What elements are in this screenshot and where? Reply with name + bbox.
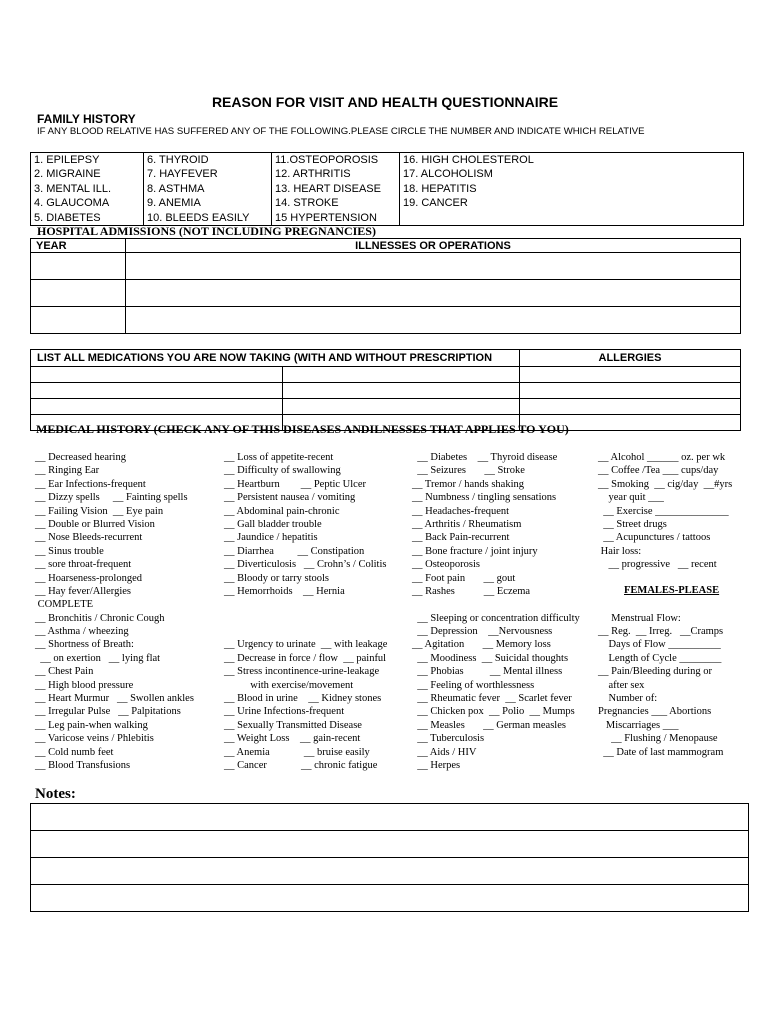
- checklist-item: [412, 598, 580, 611]
- medications-table: [30, 349, 741, 431]
- medication-cell[interactable]: [283, 383, 520, 399]
- checklist-item[interactable]: __ Shortness of Breath:: [35, 639, 134, 651]
- checklist-item[interactable]: __ Moodiness __ Suicidal thoughts: [412, 652, 569, 664]
- year-cell[interactable]: [31, 253, 126, 280]
- checklist-item[interactable]: __ Decrease in force / flow __ painful: [224, 652, 387, 664]
- checklist-item[interactable]: __ Diverticulosis __ Crohn’s / Colitis: [224, 559, 387, 571]
- checklist-item: [224, 625, 387, 638]
- checklist-item[interactable]: __ Urgency to urinate __ with leakage: [224, 639, 388, 651]
- checklist-item[interactable]: __ Difficulty of swallowing: [224, 465, 341, 477]
- checklist-item[interactable]: __ Cold numb feet: [35, 746, 114, 758]
- hospital-admissions-heading: HOSPITAL ADMISSIONS (NOT INCLUDING PREGNANCIES): [37, 224, 376, 238]
- medication-cell[interactable]: [283, 367, 520, 383]
- checklist-item[interactable]: __ Chicken pox __ Polio __ Mumps: [412, 706, 575, 718]
- checklist-item[interactable]: __ Tremor / hands shaking: [412, 478, 525, 490]
- condition-item[interactable]: 11.OSTEOPOROSIS: [275, 154, 379, 166]
- checklist-item[interactable]: __ Rashes __ Eczema: [412, 585, 531, 597]
- table-row: [31, 253, 741, 280]
- table-row: [31, 399, 741, 415]
- checklist-item[interactable]: __ Ear Infections-frequent: [35, 478, 146, 490]
- checklist-item[interactable]: Miscarriages ___: [598, 719, 679, 731]
- checklist-item[interactable]: __ Anemia __ bruise easily: [224, 746, 370, 758]
- table-row: [31, 307, 741, 334]
- checklist-item[interactable]: __ Numbness / tingling sensations: [412, 492, 557, 504]
- notes-heading: Notes:: [35, 786, 76, 802]
- medication-cell[interactable]: [283, 399, 520, 415]
- condition-item[interactable]: 3. MENTAL ILL.: [34, 182, 112, 195]
- condition-item[interactable]: 1. EPILEPSY: [34, 154, 100, 166]
- family-history-column: [144, 153, 272, 226]
- table-row: [31, 858, 749, 885]
- checklist-item[interactable]: __ Exercise ______________: [598, 505, 729, 517]
- medication-cell[interactable]: [31, 399, 283, 415]
- table-row: [31, 383, 741, 399]
- allergy-cell[interactable]: [520, 367, 741, 383]
- checklist-item[interactable]: __ Bronchitis / Chronic Cough: [35, 612, 165, 624]
- checklist-item[interactable]: __ Gall bladder trouble: [224, 518, 322, 530]
- females-label: FEMALES-PLEASE: [624, 585, 720, 596]
- checklist-item[interactable]: __ Hoarseness-prolonged: [35, 572, 143, 584]
- checklist-item[interactable]: year quit ___: [598, 492, 664, 504]
- illness-cell[interactable]: [126, 280, 741, 307]
- checklist-item[interactable]: Pregnancies ___ Abortions: [598, 706, 712, 718]
- year-cell[interactable]: [31, 280, 126, 307]
- checklist-item[interactable]: __ Cancer __ chronic fatigue: [224, 759, 378, 771]
- checklist-item[interactable]: __ Phobias __ Mental illness: [412, 666, 563, 678]
- checklist-item[interactable]: __ Jaundice / hepatitis: [224, 532, 318, 544]
- table-row: [31, 280, 741, 307]
- checklist-item[interactable]: __ Seizures __ Stroke: [412, 465, 525, 477]
- condition-item[interactable]: 2. MIGRAINE: [34, 168, 101, 181]
- checklist-item[interactable]: __ Decreased hearing: [35, 452, 126, 463]
- medical-history-column-2: [224, 451, 387, 772]
- checklist-item[interactable]: __ Loss of appetite-recent: [224, 452, 334, 463]
- illness-cell[interactable]: [126, 307, 741, 334]
- checklist-item[interactable]: __ Hemorrhoids __ Hernia: [224, 585, 345, 597]
- condition-item[interactable]: 13. HEART DISEASE: [275, 182, 381, 195]
- checklist-item: [598, 759, 732, 772]
- medications-header: LIST ALL MEDICATIONS YOU ARE NOW TAKING (WITH AND WITHOUT PRESCRIPTION: [31, 350, 520, 367]
- checklist-item[interactable]: __ Sexually Transmitted Disease: [224, 719, 362, 731]
- notes-line[interactable]: [31, 858, 749, 885]
- checklist-item: [224, 598, 387, 611]
- checklist-item[interactable]: __ Sinus trouble: [35, 545, 104, 557]
- checklist-item[interactable]: __ Irregular Pulse __ Palpitations: [35, 706, 181, 718]
- checklist-item[interactable]: __ Street drugs: [598, 518, 667, 530]
- checklist-item[interactable]: Number of:: [598, 693, 658, 705]
- condition-item[interactable]: 19. CANCER: [403, 197, 468, 210]
- checklist-item[interactable]: __ Bloody or tarry stools: [224, 572, 329, 584]
- notes-line[interactable]: [31, 831, 749, 858]
- table-row: [31, 804, 749, 831]
- table-row: [31, 831, 749, 858]
- medication-cell[interactable]: [31, 367, 283, 383]
- checklist-item[interactable]: __ Failing Vision __ Eye pain: [35, 505, 164, 517]
- family-history-column: [31, 153, 144, 226]
- checklist-item[interactable]: __ High blood pressure: [35, 679, 134, 691]
- allergy-cell[interactable]: [520, 383, 741, 399]
- checklist-item[interactable]: __ Headaches-frequent: [412, 505, 510, 517]
- checklist-item[interactable]: __ Persistent nausea / vomiting: [224, 492, 356, 504]
- checklist-item[interactable]: __ progressive __ recent: [598, 559, 717, 571]
- checklist-item[interactable]: __ Heart Murmur __ Swollen ankles: [35, 693, 194, 705]
- checklist-item[interactable]: __ Rheumatic fever __ Scarlet fever: [412, 693, 572, 705]
- allergy-cell[interactable]: [520, 399, 741, 415]
- checklist-item[interactable]: __ Smoking __ cig/day __#yrs: [598, 478, 733, 490]
- medical-history-heading: MEDICAL HISTORY (CHECK ANY OF THIS DISEASES ANDILNESSES THAT APPLIES TO YOU): [36, 422, 569, 436]
- family-history-column: [400, 153, 744, 226]
- family-history-column: [272, 153, 400, 226]
- condition-item[interactable]: 16. HIGH CHOLESTEROL: [403, 154, 534, 166]
- checklist-item[interactable]: __ Diabetes __ Thyroid disease: [412, 452, 558, 463]
- checklist-item: [598, 598, 732, 611]
- checklist-item[interactable]: __ Heartburn __ Peptic Ulcer: [224, 478, 367, 490]
- checklist-item[interactable]: COMPLETE: [35, 599, 94, 611]
- condition-item[interactable]: 15 HYPERTENSION: [275, 211, 377, 224]
- checklist-item[interactable]: __ Measles __ German measles: [412, 719, 566, 731]
- condition-item[interactable]: 8. ASTHMA: [147, 182, 205, 195]
- allergies-header: ALLERGIES: [520, 350, 741, 367]
- notes-line[interactable]: [31, 885, 749, 912]
- checklist-item[interactable]: __ Weight Loss __ gain-recent: [224, 733, 361, 745]
- checklist-item[interactable]: __ Flushing / Menopause: [598, 733, 718, 745]
- checklist-item[interactable]: __ Chest Pain: [35, 666, 94, 678]
- checklist-item[interactable]: Menstrual Flow:: [598, 612, 681, 624]
- condition-item[interactable]: 10. BLEEDS EASILY: [147, 211, 250, 224]
- checklist-item[interactable]: __ Dizzy spells __ Fainting spells: [35, 492, 188, 504]
- table-row: [31, 367, 741, 383]
- condition-item[interactable]: 18. HEPATITIS: [403, 182, 477, 195]
- checklist-item[interactable]: with exercise/movement: [224, 679, 354, 691]
- illnesses-column-header: ILLNESSES OR OPERATIONS: [126, 239, 741, 253]
- notes-table: [30, 803, 749, 912]
- checklist-item[interactable]: __ Osteoporosis: [412, 559, 480, 571]
- checklist-item[interactable]: after sex: [598, 679, 645, 691]
- checklist-item[interactable]: __ Alcohol ______ oz. per wk: [598, 452, 726, 463]
- checklist-item[interactable]: __ Feeling of worthlessness: [412, 679, 535, 691]
- checklist-item[interactable]: __ Date of last mammogram: [598, 746, 724, 758]
- checklist-item[interactable]: __ Stress incontinence-urine-leakage: [224, 666, 380, 678]
- checklist-item[interactable]: __ Arthritis / Rheumatism: [412, 518, 522, 530]
- checklist-item[interactable]: __ Back Pain-recurrent: [412, 532, 510, 544]
- condition-item[interactable]: 12. ARTHRITIS: [275, 168, 351, 181]
- condition-item[interactable]: 6. THYROID: [147, 154, 209, 166]
- checklist-item[interactable]: __ Sleeping or concentration difficulty: [412, 612, 580, 624]
- page-title: REASON FOR VISIT AND HEALTH QUESTIONNAIRE: [211, 94, 559, 110]
- year-column-header: YEAR: [31, 239, 126, 253]
- checklist-item[interactable]: __ Nose Bleeds-recurrent: [35, 532, 143, 544]
- family-history-instruction: IF ANY BLOOD RELATIVE HAS SUFFERED ANY OF THE FOLLOWING.PLEASE CIRCLE THE NUMBER AND INDICATE WHICH RELATIVE: [37, 126, 645, 137]
- checklist-item: [224, 612, 387, 625]
- medical-history-column-1: [35, 451, 194, 772]
- checklist-item[interactable]: __ Aids / HIV: [412, 746, 477, 758]
- condition-item[interactable]: 4. GLAUCOMA: [34, 197, 110, 210]
- condition-item[interactable]: 7. HAYFEVER: [147, 168, 218, 181]
- notes-line[interactable]: [31, 804, 749, 831]
- illness-cell[interactable]: [126, 253, 741, 280]
- checklist-item[interactable]: __ Coffee /Tea ___ cups/day: [598, 465, 719, 477]
- checklist-item[interactable]: __ Acupunctures / tattoos: [598, 532, 711, 544]
- checklist-item[interactable]: __ Abdominal pain-chronic: [224, 505, 340, 517]
- year-cell[interactable]: [31, 307, 126, 334]
- checklist-item: [598, 572, 732, 585]
- table-row: [31, 885, 749, 912]
- family-history-table: [30, 152, 744, 226]
- family-history-heading: FAMILY HISTORY: [37, 112, 136, 126]
- hospital-admissions-table: [30, 238, 741, 334]
- checklist-item[interactable]: __ Bone fracture / joint injury: [412, 545, 538, 557]
- checklist-item[interactable]: __ Reg. __ Irreg. __Cramps: [598, 626, 724, 638]
- checklist-item[interactable]: __ Depression __Nervousness: [412, 626, 553, 638]
- checklist-item[interactable]: __ Pain/Bleeding during or: [598, 666, 713, 678]
- checklist-item[interactable]: __ Tuberculosis: [412, 733, 485, 745]
- checklist-item[interactable]: __ Hay fever/Allergies: [35, 585, 132, 597]
- checklist-item[interactable]: __ Herpes: [412, 759, 461, 771]
- checklist-item[interactable]: __ sore throat-frequent: [35, 559, 132, 571]
- checklist-item[interactable]: __ Blood Transfusions: [35, 759, 131, 771]
- condition-item[interactable]: 14. STROKE: [275, 197, 339, 210]
- medical-history-column-4: [598, 451, 732, 772]
- checklist-item[interactable]: __ Leg pain-when walking: [35, 719, 148, 731]
- checklist-item[interactable]: Hair loss:: [598, 545, 642, 557]
- medication-cell[interactable]: [31, 383, 283, 399]
- checklist-item[interactable]: __ Ringing Ear: [35, 465, 100, 477]
- medical-history-column-3: [412, 451, 580, 772]
- checklist-item[interactable]: Days of Flow __________: [598, 639, 721, 651]
- condition-item[interactable]: 5. DIABETES: [34, 211, 101, 224]
- condition-item[interactable]: 9. ANEMIA: [147, 197, 201, 210]
- checklist-item[interactable]: __ Varicose veins / Phlebitis: [35, 733, 154, 745]
- checklist-item[interactable]: __ Blood in urine __ Kidney stones: [224, 693, 382, 705]
- checklist-item[interactable]: __ Agitation __ Memory loss: [412, 639, 551, 651]
- checklist-item[interactable]: __ Urine Infections-frequent: [224, 706, 345, 718]
- condition-item[interactable]: 17. ALCOHOLISM: [403, 168, 493, 181]
- checklist-item[interactable]: __ Diarrhea __ Constipation: [224, 545, 365, 557]
- checklist-item[interactable]: __ on exertion __ lying flat: [35, 652, 161, 664]
- checklist-item[interactable]: __ Asthma / wheezing: [35, 626, 129, 638]
- checklist-item[interactable]: __ Double or Blurred Vision: [35, 518, 155, 530]
- checklist-item[interactable]: Length of Cycle ________: [598, 652, 722, 664]
- checklist-item[interactable]: __ Foot pain __ gout: [412, 572, 516, 584]
